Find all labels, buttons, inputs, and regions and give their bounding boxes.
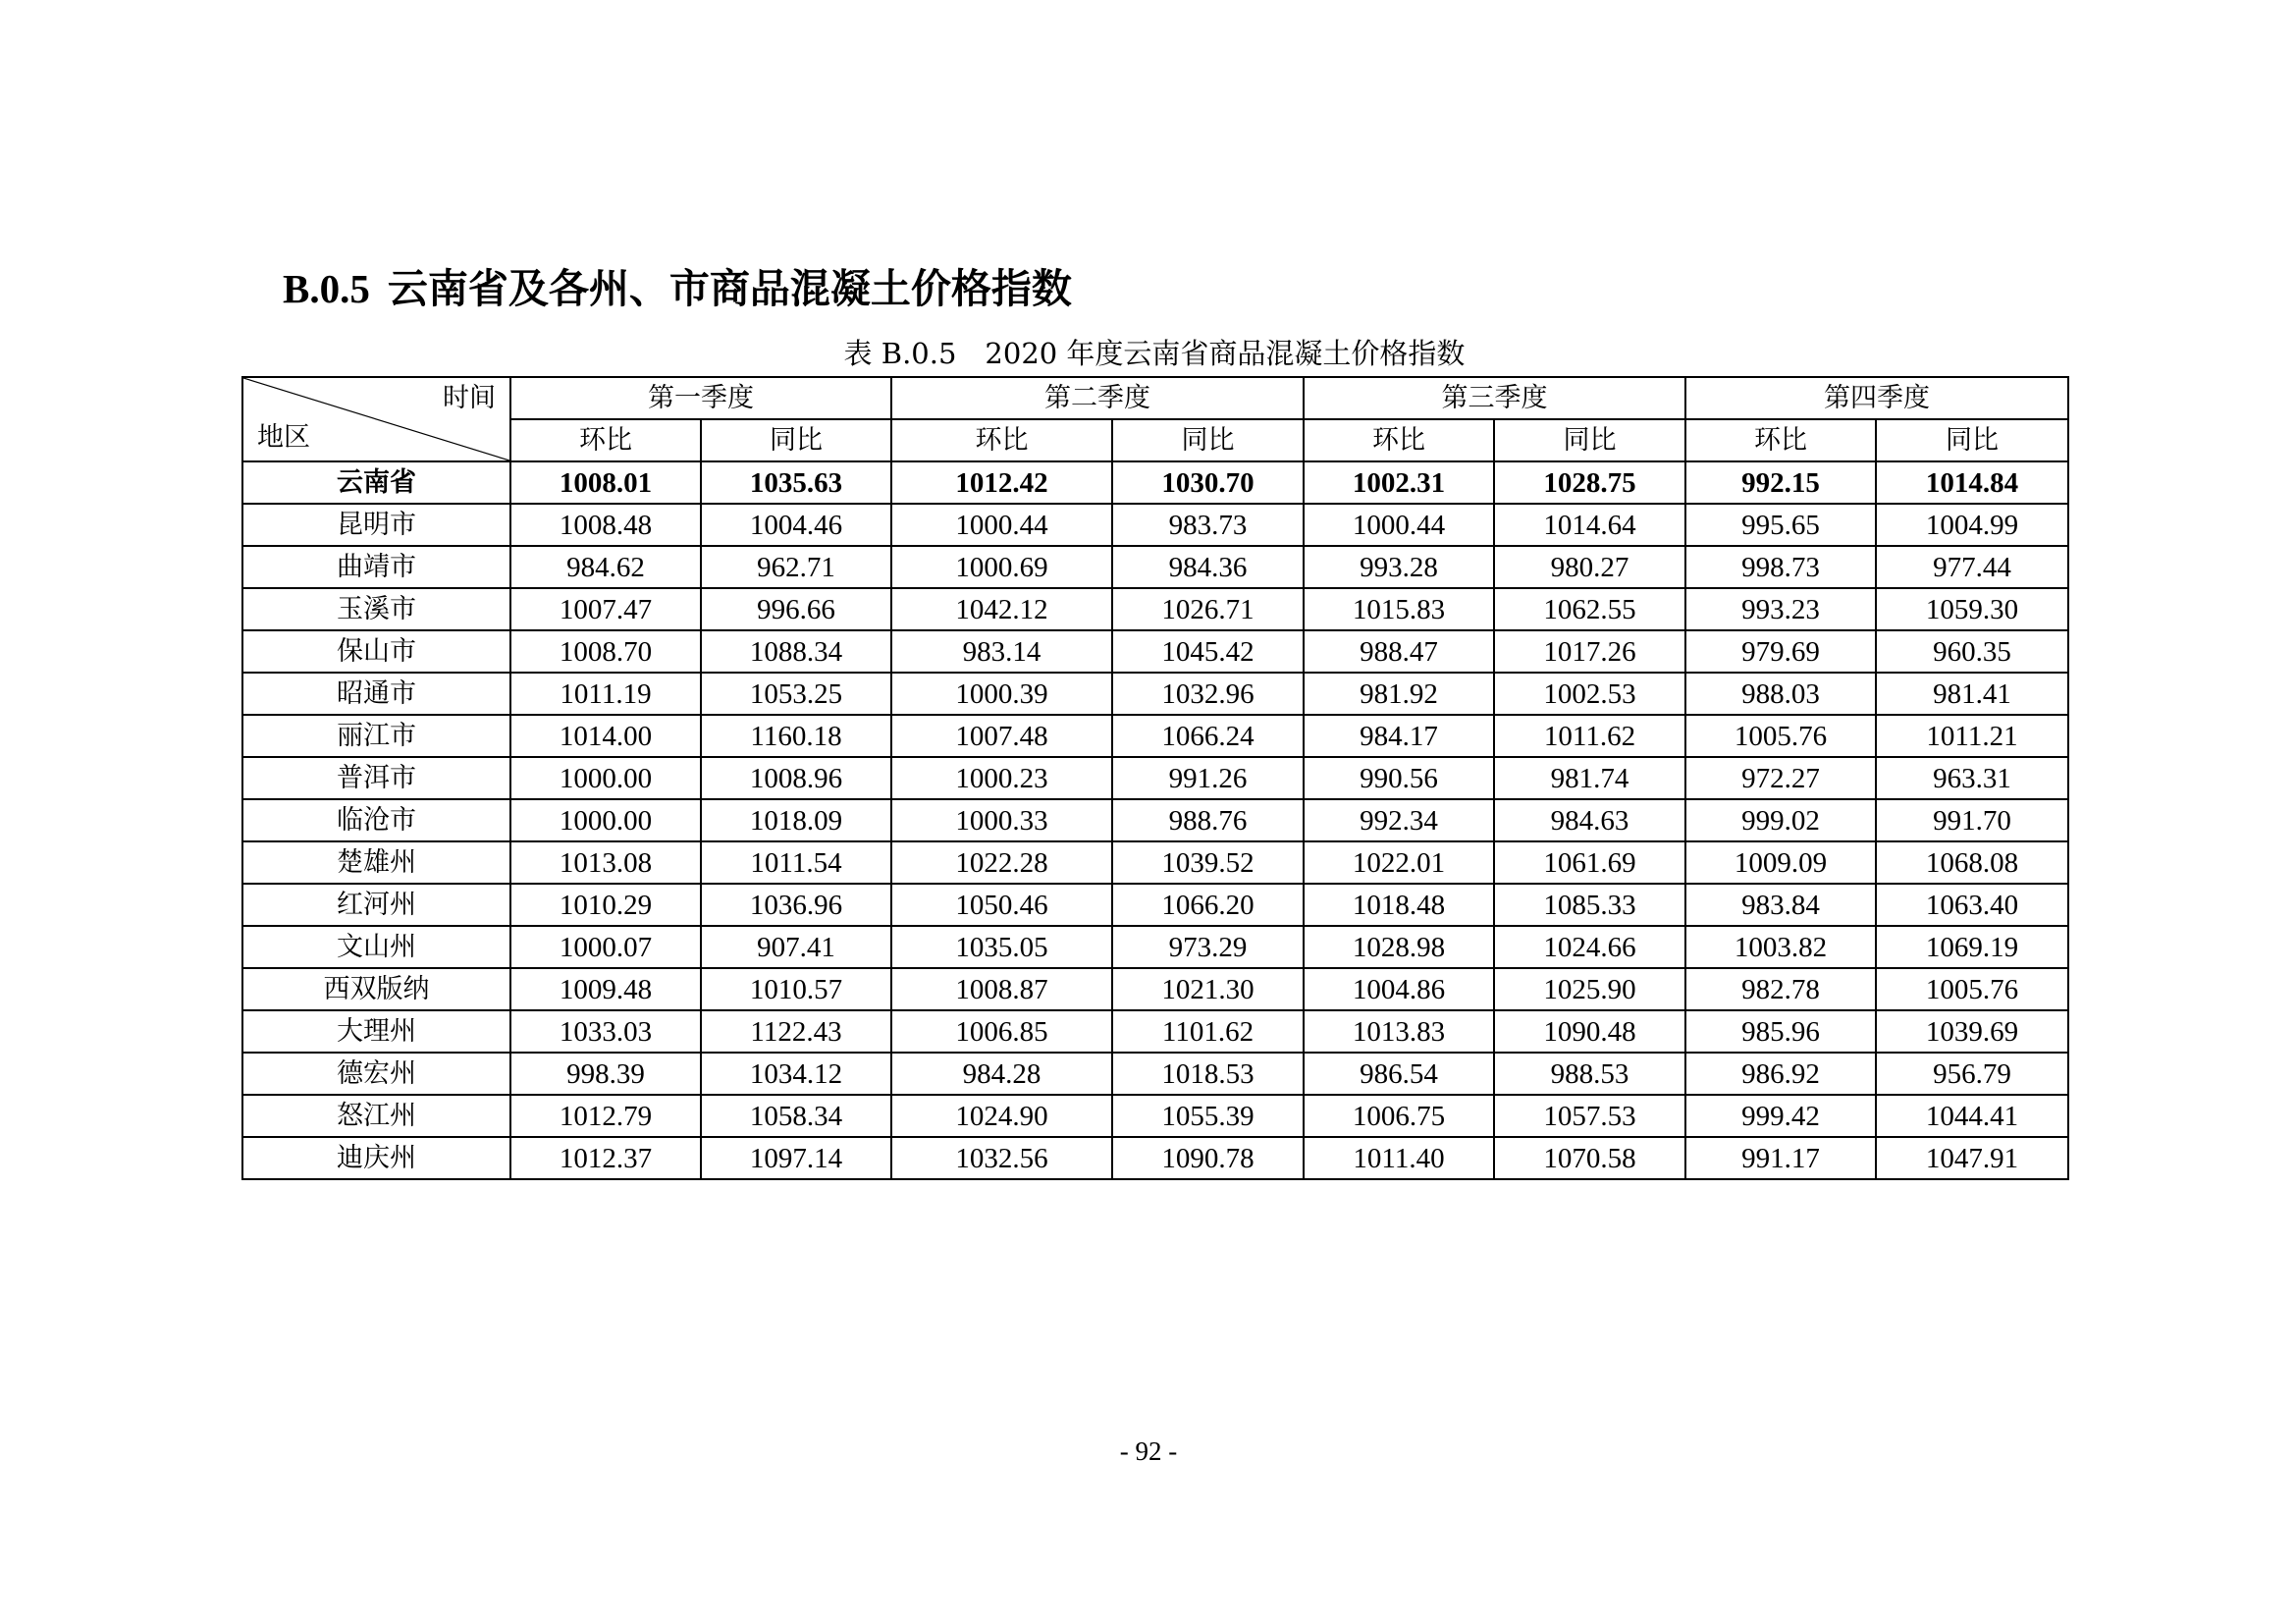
yoy-index-cell: 1018.09 bbox=[701, 799, 891, 841]
table-row bbox=[242, 546, 2068, 588]
mom-index-cell: 986.92 bbox=[1685, 1053, 1876, 1095]
mom-index-cell: 1005.76 bbox=[1685, 715, 1876, 757]
mom-index-cell: 1000.00 bbox=[510, 757, 701, 799]
mom-index-cell: 1015.83 bbox=[1304, 588, 1494, 630]
yoy-index-cell: 1036.96 bbox=[701, 884, 891, 926]
yoy-index-cell: 1032.96 bbox=[1112, 673, 1304, 715]
region-cell: 昆明市 bbox=[242, 504, 510, 546]
mom-index-cell: 983.84 bbox=[1685, 884, 1876, 926]
yoy-index-cell: 1061.69 bbox=[1494, 841, 1685, 884]
yoy-index-cell: 1028.75 bbox=[1494, 461, 1685, 504]
table-row bbox=[242, 673, 2068, 715]
mom-index-cell: 984.17 bbox=[1304, 715, 1494, 757]
mom-index-cell: 1013.83 bbox=[1304, 1010, 1494, 1053]
region-cell: 普洱市 bbox=[242, 757, 510, 799]
region-cell: 红河州 bbox=[242, 884, 510, 926]
header-yoy: 同比 bbox=[1494, 419, 1685, 461]
region-cell: 保山市 bbox=[242, 630, 510, 673]
mom-index-cell: 1032.56 bbox=[891, 1137, 1112, 1179]
yoy-index-cell: 1039.69 bbox=[1876, 1010, 2068, 1053]
yoy-index-cell: 1039.52 bbox=[1112, 841, 1304, 884]
yoy-index-cell: 1034.12 bbox=[701, 1053, 891, 1095]
yoy-index-cell: 1004.99 bbox=[1876, 504, 2068, 546]
region-cell: 玉溪市 bbox=[242, 588, 510, 630]
mom-index-cell: 1050.46 bbox=[891, 884, 1112, 926]
mom-index-cell: 993.23 bbox=[1685, 588, 1876, 630]
mom-index-cell: 1000.00 bbox=[510, 799, 701, 841]
mom-index-cell: 983.14 bbox=[891, 630, 1112, 673]
yoy-index-cell: 1004.46 bbox=[701, 504, 891, 546]
yoy-index-cell: 1053.25 bbox=[701, 673, 891, 715]
mom-index-cell: 1012.79 bbox=[510, 1095, 701, 1137]
region-cell: 曲靖市 bbox=[242, 546, 510, 588]
yoy-index-cell: 962.71 bbox=[701, 546, 891, 588]
mom-index-cell: 972.27 bbox=[1685, 757, 1876, 799]
table-row bbox=[242, 461, 2068, 504]
table-row bbox=[242, 504, 2068, 546]
yoy-index-cell: 981.74 bbox=[1494, 757, 1685, 799]
yoy-index-cell: 1069.19 bbox=[1876, 926, 2068, 968]
mom-index-cell: 1000.39 bbox=[891, 673, 1112, 715]
mom-index-cell: 1033.03 bbox=[510, 1010, 701, 1053]
mom-index-cell: 1011.19 bbox=[510, 673, 701, 715]
yoy-index-cell: 1026.71 bbox=[1112, 588, 1304, 630]
mom-index-cell: 999.42 bbox=[1685, 1095, 1876, 1137]
mom-index-cell: 1012.37 bbox=[510, 1137, 701, 1179]
mom-index-cell: 1004.86 bbox=[1304, 968, 1494, 1010]
yoy-index-cell: 1025.90 bbox=[1494, 968, 1685, 1010]
mom-index-cell: 1000.07 bbox=[510, 926, 701, 968]
diagonal-corner-cell bbox=[242, 377, 510, 461]
mom-index-cell: 1008.70 bbox=[510, 630, 701, 673]
table-row bbox=[242, 1137, 2068, 1179]
mom-index-cell: 1013.08 bbox=[510, 841, 701, 884]
mom-index-cell: 990.56 bbox=[1304, 757, 1494, 799]
mom-index-cell: 1006.75 bbox=[1304, 1095, 1494, 1137]
yoy-index-cell: 1063.40 bbox=[1876, 884, 2068, 926]
yoy-index-cell: 1008.96 bbox=[701, 757, 891, 799]
mom-index-cell: 1010.29 bbox=[510, 884, 701, 926]
mom-index-cell: 1022.01 bbox=[1304, 841, 1494, 884]
mom-index-cell: 1028.98 bbox=[1304, 926, 1494, 968]
yoy-index-cell: 1097.14 bbox=[701, 1137, 891, 1179]
mom-index-cell: 1008.48 bbox=[510, 504, 701, 546]
mom-index-cell: 1009.48 bbox=[510, 968, 701, 1010]
yoy-index-cell: 1014.84 bbox=[1876, 461, 2068, 504]
yoy-index-cell: 973.29 bbox=[1112, 926, 1304, 968]
region-cell: 楚雄州 bbox=[242, 841, 510, 884]
mom-index-cell: 992.34 bbox=[1304, 799, 1494, 841]
table-row bbox=[242, 884, 2068, 926]
yoy-index-cell: 956.79 bbox=[1876, 1053, 2068, 1095]
mom-index-cell: 1018.48 bbox=[1304, 884, 1494, 926]
yoy-index-cell: 1122.43 bbox=[701, 1010, 891, 1053]
yoy-index-cell: 988.53 bbox=[1494, 1053, 1685, 1095]
mom-index-cell: 1012.42 bbox=[891, 461, 1112, 504]
mom-index-cell: 1007.48 bbox=[891, 715, 1112, 757]
yoy-index-cell: 1002.53 bbox=[1494, 673, 1685, 715]
mom-index-cell: 1042.12 bbox=[891, 588, 1112, 630]
mom-index-cell: 988.03 bbox=[1685, 673, 1876, 715]
mom-index-cell: 985.96 bbox=[1685, 1010, 1876, 1053]
mom-index-cell: 1035.05 bbox=[891, 926, 1112, 968]
header-mom: 环比 bbox=[1304, 419, 1494, 461]
page-number: - 92 - bbox=[1119, 1436, 1178, 1466]
yoy-index-cell: 1062.55 bbox=[1494, 588, 1685, 630]
yoy-index-cell: 1066.24 bbox=[1112, 715, 1304, 757]
table-row bbox=[242, 1053, 2068, 1095]
mom-index-cell: 1014.00 bbox=[510, 715, 701, 757]
yoy-index-cell: 1055.39 bbox=[1112, 1095, 1304, 1137]
mom-index-cell: 1000.23 bbox=[891, 757, 1112, 799]
header-quarter-1: 第一季度 bbox=[510, 377, 891, 419]
mom-index-cell: 1009.09 bbox=[1685, 841, 1876, 884]
mom-index-cell: 981.92 bbox=[1304, 673, 1494, 715]
yoy-index-cell: 1011.21 bbox=[1876, 715, 2068, 757]
yoy-index-cell: 963.31 bbox=[1876, 757, 2068, 799]
mom-index-cell: 998.39 bbox=[510, 1053, 701, 1095]
table-row bbox=[242, 1095, 2068, 1137]
section-heading: 云南省及各州、市商品混凝土价格指数 bbox=[387, 265, 1072, 312]
yoy-index-cell: 907.41 bbox=[701, 926, 891, 968]
yoy-index-cell: 1005.76 bbox=[1876, 968, 2068, 1010]
mom-index-cell: 1006.85 bbox=[891, 1010, 1112, 1053]
header-quarter-4: 第四季度 bbox=[1685, 377, 2068, 419]
table-row bbox=[242, 926, 2068, 968]
yoy-index-cell: 984.63 bbox=[1494, 799, 1685, 841]
yoy-index-cell: 1018.53 bbox=[1112, 1053, 1304, 1095]
mom-index-cell: 1000.33 bbox=[891, 799, 1112, 841]
yoy-index-cell: 1011.62 bbox=[1494, 715, 1685, 757]
section-title bbox=[283, 257, 1072, 320]
yoy-index-cell: 1011.54 bbox=[701, 841, 891, 884]
mom-index-cell: 1000.69 bbox=[891, 546, 1112, 588]
yoy-index-cell: 1010.57 bbox=[701, 968, 891, 1010]
yoy-index-cell: 1059.30 bbox=[1876, 588, 2068, 630]
table-row bbox=[242, 1010, 2068, 1053]
table-caption: 表 B.0.5 2020 年度云南省商品混凝土价格指数 bbox=[843, 337, 1466, 370]
table-row bbox=[242, 588, 2068, 630]
mom-index-cell: 999.02 bbox=[1685, 799, 1876, 841]
yoy-index-cell: 960.35 bbox=[1876, 630, 2068, 673]
region-cell: 大理州 bbox=[242, 1010, 510, 1053]
mom-index-cell: 991.17 bbox=[1685, 1137, 1876, 1179]
mom-index-cell: 992.15 bbox=[1685, 461, 1876, 504]
yoy-index-cell: 1085.33 bbox=[1494, 884, 1685, 926]
region-cell: 临沧市 bbox=[242, 799, 510, 841]
yoy-index-cell: 980.27 bbox=[1494, 546, 1685, 588]
yoy-index-cell: 1057.53 bbox=[1494, 1095, 1685, 1137]
header-yoy: 同比 bbox=[1112, 419, 1304, 461]
table-row bbox=[242, 715, 2068, 757]
yoy-index-cell: 1014.64 bbox=[1494, 504, 1685, 546]
mom-index-cell: 1000.44 bbox=[1304, 504, 1494, 546]
yoy-index-cell: 1030.70 bbox=[1112, 461, 1304, 504]
table-row bbox=[242, 799, 2068, 841]
mom-index-cell: 988.47 bbox=[1304, 630, 1494, 673]
header-quarter-3: 第三季度 bbox=[1304, 377, 1685, 419]
yoy-index-cell: 996.66 bbox=[701, 588, 891, 630]
mom-index-cell: 1002.31 bbox=[1304, 461, 1494, 504]
region-cell: 文山州 bbox=[242, 926, 510, 968]
mom-index-cell: 986.54 bbox=[1304, 1053, 1494, 1095]
yoy-index-cell: 977.44 bbox=[1876, 546, 2068, 588]
yoy-index-cell: 1160.18 bbox=[701, 715, 891, 757]
mom-index-cell: 979.69 bbox=[1685, 630, 1876, 673]
yoy-index-cell: 1088.34 bbox=[701, 630, 891, 673]
header-yoy: 同比 bbox=[701, 419, 891, 461]
region-cell: 丽江市 bbox=[242, 715, 510, 757]
yoy-index-cell: 1021.30 bbox=[1112, 968, 1304, 1010]
mom-index-cell: 984.28 bbox=[891, 1053, 1112, 1095]
yoy-index-cell: 1044.41 bbox=[1876, 1095, 2068, 1137]
header-yoy: 同比 bbox=[1876, 419, 2068, 461]
header-quarter-2: 第二季度 bbox=[891, 377, 1304, 419]
mom-index-cell: 1003.82 bbox=[1685, 926, 1876, 968]
corner-label-time: 时间 bbox=[443, 383, 496, 413]
header-mom: 环比 bbox=[1685, 419, 1876, 461]
mom-index-cell: 998.73 bbox=[1685, 546, 1876, 588]
section-number: B.0.5 bbox=[283, 266, 370, 311]
yoy-index-cell: 1101.62 bbox=[1112, 1010, 1304, 1053]
mom-index-cell: 1022.28 bbox=[891, 841, 1112, 884]
mom-index-cell: 1000.44 bbox=[891, 504, 1112, 546]
region-cell: 迪庆州 bbox=[242, 1137, 510, 1179]
region-cell: 云南省 bbox=[242, 461, 510, 504]
yoy-index-cell: 1090.48 bbox=[1494, 1010, 1685, 1053]
mom-index-cell: 982.78 bbox=[1685, 968, 1876, 1010]
yoy-index-cell: 1035.63 bbox=[701, 461, 891, 504]
mom-index-cell: 993.28 bbox=[1304, 546, 1494, 588]
yoy-index-cell: 1017.26 bbox=[1494, 630, 1685, 673]
region-cell: 怒江州 bbox=[242, 1095, 510, 1137]
yoy-index-cell: 1058.34 bbox=[701, 1095, 891, 1137]
yoy-index-cell: 1047.91 bbox=[1876, 1137, 2068, 1179]
yoy-index-cell: 984.36 bbox=[1112, 546, 1304, 588]
table-row bbox=[242, 630, 2068, 673]
yoy-index-cell: 988.76 bbox=[1112, 799, 1304, 841]
header-row-metrics bbox=[242, 419, 2068, 461]
yoy-index-cell: 981.41 bbox=[1876, 673, 2068, 715]
price-index-table bbox=[241, 376, 2069, 1180]
mom-index-cell: 1008.01 bbox=[510, 461, 701, 504]
header-row-quarters bbox=[242, 377, 2068, 419]
region-cell: 西双版纳 bbox=[242, 968, 510, 1010]
header-mom: 环比 bbox=[510, 419, 701, 461]
corner-label-region: 地区 bbox=[257, 422, 310, 453]
yoy-index-cell: 991.70 bbox=[1876, 799, 2068, 841]
yoy-index-cell: 1070.58 bbox=[1494, 1137, 1685, 1179]
table-row bbox=[242, 757, 2068, 799]
mom-index-cell: 1007.47 bbox=[510, 588, 701, 630]
yoy-index-cell: 1090.78 bbox=[1112, 1137, 1304, 1179]
yoy-index-cell: 1068.08 bbox=[1876, 841, 2068, 884]
yoy-index-cell: 991.26 bbox=[1112, 757, 1304, 799]
region-cell: 昭通市 bbox=[242, 673, 510, 715]
table-body bbox=[242, 461, 2068, 1179]
table-row bbox=[242, 968, 2068, 1010]
yoy-index-cell: 1024.66 bbox=[1494, 926, 1685, 968]
header-mom: 环比 bbox=[891, 419, 1112, 461]
mom-index-cell: 1024.90 bbox=[891, 1095, 1112, 1137]
yoy-index-cell: 1045.42 bbox=[1112, 630, 1304, 673]
mom-index-cell: 1008.87 bbox=[891, 968, 1112, 1010]
mom-index-cell: 984.62 bbox=[510, 546, 701, 588]
region-cell: 德宏州 bbox=[242, 1053, 510, 1095]
table-row bbox=[242, 841, 2068, 884]
yoy-index-cell: 983.73 bbox=[1112, 504, 1304, 546]
mom-index-cell: 995.65 bbox=[1685, 504, 1876, 546]
yoy-index-cell: 1066.20 bbox=[1112, 884, 1304, 926]
mom-index-cell: 1011.40 bbox=[1304, 1137, 1494, 1179]
